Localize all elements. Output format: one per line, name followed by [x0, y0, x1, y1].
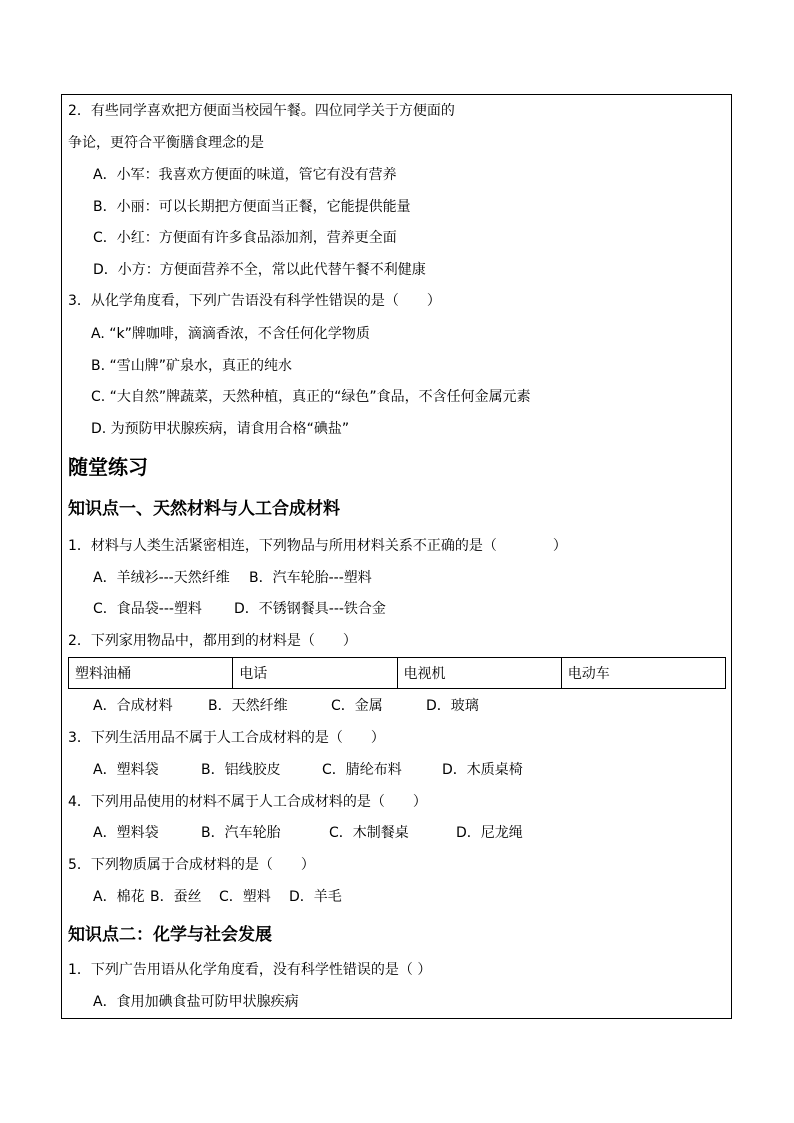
table-cell: 塑料油桶: [69, 658, 233, 689]
kp1-q5-option-b: B．蚕丝: [150, 889, 202, 905]
kp1-q1-stem: 1．材料与人类生活紧密相连，下列物品与所用材料关系不正确的是（ ）: [68, 538, 567, 554]
kp1-q2-option-c: C．金属: [331, 698, 383, 714]
table-row: [69, 658, 726, 689]
q3-option-d: D. 为预防甲状腺疾病，请食用合格“碘盐”: [91, 421, 350, 437]
kp1-q3-option-d: D．木质桌椅: [442, 762, 523, 778]
kp2-title: 知识点二：化学与社会发展: [68, 925, 272, 945]
kp1-q5-stem: 5．下列物质属于合成材料的是（ ）: [68, 857, 315, 873]
kp1-q2-option-b: B．天然纤维: [208, 698, 288, 714]
practice-title: 随堂练习: [68, 455, 148, 479]
kp1-q4-option-a: A．塑料袋: [93, 825, 159, 841]
table-cell: 电动车: [561, 658, 725, 689]
kp1-q1-option-d: D．不锈钢餐具---铁合金: [234, 601, 386, 617]
table-cell: 电视机: [397, 658, 561, 689]
kp2-q1-stem: 1．下列广告用语从化学角度看，没有科学性错误的是（ ）: [68, 962, 432, 978]
kp1-q1-option-b: B．汽车轮胎---塑料: [249, 570, 372, 586]
q2-option-d: D．小方：方便面营养不全，常以此代替午餐不利健康: [93, 262, 426, 278]
kp1-q3-stem: 3．下列生活用品不属于人工合成材料的是（ ）: [68, 730, 385, 746]
q2-option-a: A．小军：我喜欢方便面的味道，管它有没有营养: [93, 167, 397, 183]
kp1-q5-option-c: C．塑料: [219, 889, 271, 905]
kp1-q4-option-c: C．木制餐桌: [329, 825, 409, 841]
table-cell: 电话: [233, 658, 397, 689]
kp1-q1-options-row2: [93, 600, 386, 618]
kp1-q3-options: [93, 761, 523, 779]
kp1-q2-stem: 2．下列家用物品中，都用到的材料是（ ）: [68, 633, 357, 649]
kp1-q1-option-a: A．羊绒衫---天然纤维: [93, 570, 230, 586]
q2-stem-line2: 争论，更符合平衡膳食理念的是: [68, 135, 264, 151]
kp1-q4-options: [93, 824, 523, 842]
q3-option-a: A. “k”牌咖啡，滴滴香浓，不含任何化学物质: [91, 326, 370, 342]
q3-option-c: C. “大自然”牌蔬菜，天然种植，真正的“绿色”食品，不含任何金属元素: [91, 389, 531, 405]
q3-option-b: B. “雪山牌”矿泉水，真正的纯水: [91, 358, 293, 374]
q3-stem: 3．从化学角度看，下列广告语没有科学性错误的是（ ）: [68, 293, 441, 309]
kp1-q4-stem: 4．下列用品使用的材料不属于人工合成材料的是（ ）: [68, 794, 427, 810]
q2-option-c: C．小红：方便面有许多食品添加剂，营养更全面: [93, 230, 397, 246]
kp1-q1-options-row1: [93, 569, 372, 587]
kp1-q3-option-b: B．铝线胶皮: [201, 762, 281, 778]
kp1-q2-options: [93, 697, 479, 715]
kp1-q4-option-b: B．汽车轮胎: [201, 825, 281, 841]
kp1-q2-option-a: A．合成材料: [93, 698, 173, 714]
q2-stem-line1: 2．有些同学喜欢把方便面当校园午餐。四位同学关于方便面的: [68, 103, 455, 119]
kp2-q1-option-a: A．食用加碘食盐可防甲状腺疾病: [93, 994, 299, 1010]
kp1-q2-option-d: D．玻璃: [426, 698, 479, 714]
kp1-q3-option-a: A．塑料袋: [93, 762, 159, 778]
kp1-q3-option-c: C．腈纶布料: [322, 762, 402, 778]
kp1-q4-option-d: D．尼龙绳: [456, 825, 523, 841]
kp1-q5-options: [93, 888, 342, 906]
kp1-q5-option-d: D．羊毛: [289, 889, 342, 905]
materials-table: [68, 657, 726, 689]
kp1-title: 知识点一、天然材料与人工合成材料: [68, 499, 340, 519]
kp1-q1-option-c: C．食品袋---塑料: [93, 601, 202, 617]
q2-option-b: B．小丽：可以长期把方便面当正餐，它能提供能量: [93, 199, 411, 215]
kp1-q5-option-a: A．棉花: [93, 889, 145, 905]
